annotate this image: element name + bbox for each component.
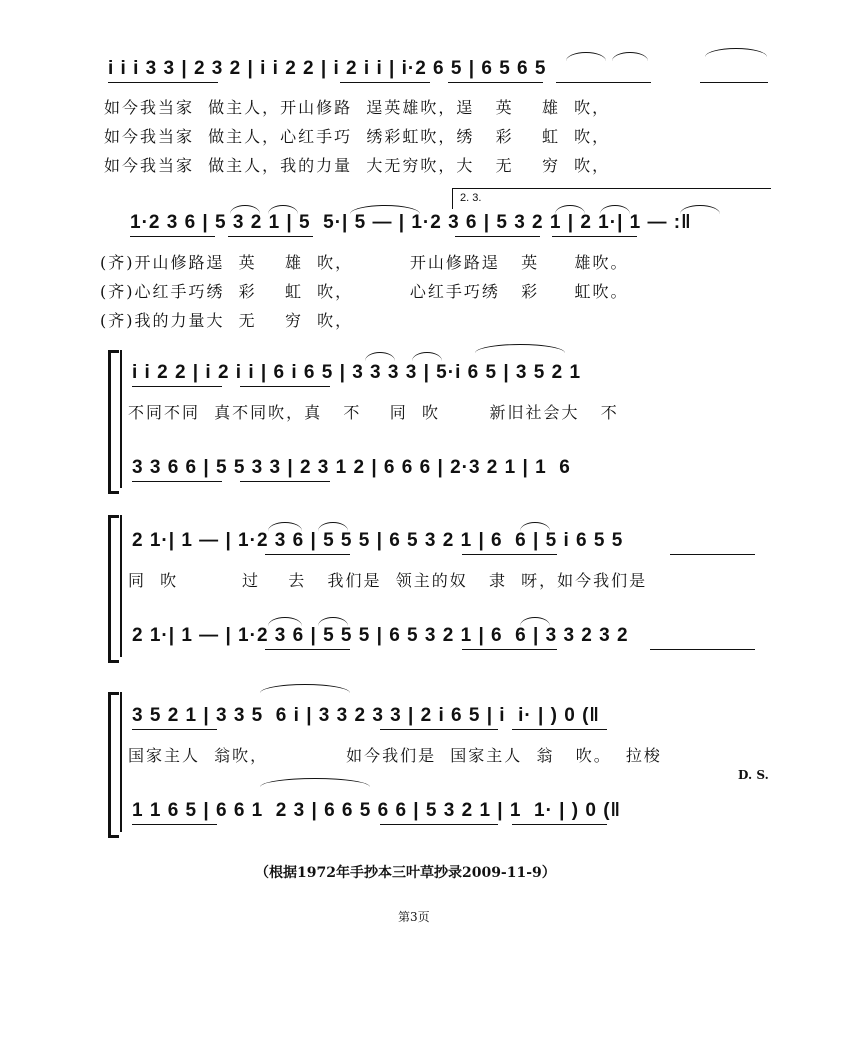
volta-label: 2. 3. xyxy=(460,192,482,204)
lyric-line-1-1: 如今我当家 做主人，开山修路 逞英雄吹，逞 英 雄 吹， xyxy=(104,98,611,117)
underline xyxy=(455,236,540,237)
lyric-line-2-1: (齐)开山修路逞 英 雄 吹， 开山修路逞 英 雄吹。 xyxy=(100,253,629,272)
notes-row-2: 1·2 3 6 | 5 3 2 1 | 5 5·| 5 — | 1·2 3 6 | 5 3 2 1 | 2 1·| 1 — :‖ xyxy=(130,212,692,233)
lower-notes-row-5: 1 1 6 5 | 6 6 1 2 3 | 6 6 5 6 6 | 5 3 2 1 | 1 1· | ) 0 (‖ xyxy=(132,800,622,821)
underline xyxy=(240,481,330,482)
underline xyxy=(130,236,215,237)
lyric-line-5: 国家主人 翁吹， 如今我们是 国家主人 翁 吹。 拉梭 xyxy=(128,746,662,765)
upper-notes-row-5: 3 5 2 1 | 3 3 5 6 i | 3 3 2 3 3 | 2 i 6 5 | i i· | ) 0 (‖ xyxy=(132,705,600,726)
slur xyxy=(260,778,370,787)
underline xyxy=(462,554,557,555)
lyric-line-2-3: (齐)我的力量大 无 穷 吹， xyxy=(100,311,354,330)
underline xyxy=(132,481,222,482)
underline xyxy=(556,82,651,83)
lower-notes-row-4: 2 1·| 1 — | 1·2 3 6 | 5 5 5 | 6 5 3 2 1 | 6 6 | 3 3 2 3 2 xyxy=(132,625,629,646)
slur xyxy=(365,352,395,361)
slur xyxy=(520,522,550,531)
underline xyxy=(512,824,607,825)
underline xyxy=(265,649,350,650)
da-segno-mark: D. S. xyxy=(738,768,769,782)
slur xyxy=(268,617,302,626)
underline xyxy=(380,729,498,730)
bar-line xyxy=(120,515,122,657)
lyric-line-4: 同 吹 过 去 我们是 领主的奴 隶 呀，如今我们是 xyxy=(128,571,648,590)
lyric-line-1-2: 如今我当家 做主人，心红手巧 绣彩虹吹，绣 彩 虹 吹， xyxy=(104,127,611,146)
lower-notes-row-3: 3 3 6 6 | 5 5 3 3 | 2 3 1 2 | 6 6 6 | 2·3 2 1 | 1 6 xyxy=(132,457,571,478)
underline xyxy=(380,824,498,825)
underline xyxy=(462,649,557,650)
underline xyxy=(228,236,313,237)
source-note: （根据1972年手抄本三叶草抄录2009-11-9） xyxy=(255,865,556,881)
slur xyxy=(705,48,767,57)
page-number: 第3页 xyxy=(398,910,430,924)
underline xyxy=(132,386,222,387)
slur xyxy=(520,617,550,626)
lyric-line-1-3: 如今我当家 做主人，我的力量 大无穷吹，大 无 穷 吹， xyxy=(104,156,611,175)
slur xyxy=(268,205,298,214)
bar-line xyxy=(120,350,122,488)
slur xyxy=(412,352,442,361)
underline xyxy=(132,729,217,730)
slur xyxy=(475,344,565,353)
slur xyxy=(268,522,302,531)
underline xyxy=(340,82,430,83)
system-brace xyxy=(108,350,119,494)
underline xyxy=(552,236,637,237)
system-brace xyxy=(108,692,119,838)
upper-notes-row-4: 2 1·| 1 — | 1·2 3 6 | 5 5 5 | 6 5 3 2 1 | 6 6 | 5 i 6 5 5 xyxy=(132,530,624,551)
underline xyxy=(650,649,755,650)
underline xyxy=(700,82,768,83)
slur xyxy=(318,522,348,531)
slur xyxy=(566,52,606,61)
underline xyxy=(108,82,218,83)
system-brace xyxy=(108,515,119,663)
slur xyxy=(318,617,348,626)
lyric-line-3: 不同不同 真不同吹，真 不 同 吹 新旧社会大 不 xyxy=(128,403,619,422)
underline xyxy=(240,386,330,387)
underline xyxy=(448,82,543,83)
slur xyxy=(260,684,350,693)
slur xyxy=(350,205,420,214)
upper-notes-row-3: i i 2 2 | i 2 i i | 6 i 6 5 | 3 3 3 3 | 5·i 6 5 | 3 5 2 1 xyxy=(132,362,582,383)
lyric-line-2-2: (齐)心红手巧绣 彩 虹 吹， 心红手巧绣 彩 虹吹。 xyxy=(100,282,629,301)
bar-line xyxy=(120,692,122,832)
underline xyxy=(132,824,217,825)
underline xyxy=(670,554,755,555)
slur xyxy=(230,205,260,214)
underline xyxy=(265,554,350,555)
notes-row-1: i i i 3 3 | 2 3 2 | i i 2 2 | i 2 i i | i·2 6 5 | 6 5 6 5 xyxy=(108,58,547,79)
underline xyxy=(512,729,607,730)
slur xyxy=(612,52,648,61)
